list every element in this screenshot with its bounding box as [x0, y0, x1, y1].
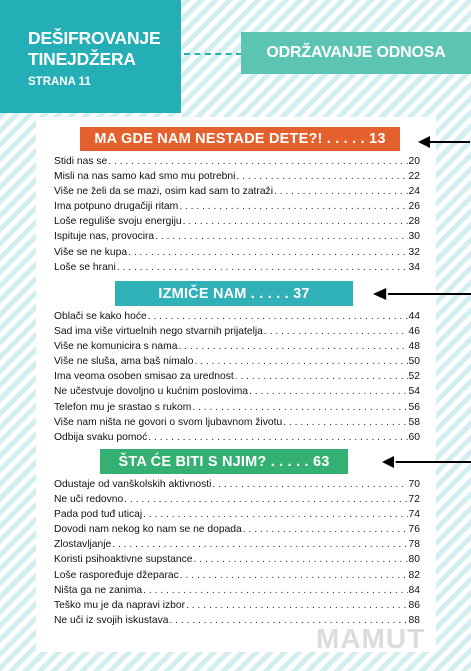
toc-entry: [54, 585, 420, 600]
watermark-logo: MAMUT: [316, 623, 426, 654]
toc-entry: [54, 341, 420, 356]
chapter-heading-3: ŠTA ĆE BITI S NJIM? . . . . . 63: [100, 449, 348, 474]
toc-entry-page: 32: [408, 246, 420, 258]
toc-entry-label: Više ne komunicira s nama: [54, 341, 178, 353]
chapter-list-3: [54, 479, 420, 630]
dot-leader: [180, 570, 408, 581]
dot-leader: [264, 326, 408, 337]
toc-entry-label: Više ne sluša, ama baš nimalo: [54, 356, 194, 368]
toc-entry-page: 28: [408, 216, 420, 228]
arrow-left-icon: [418, 135, 470, 149]
toc-entry: [54, 386, 420, 401]
section-title: ODRŽAVANJE ODNOSA: [241, 32, 471, 74]
toc-entry: [54, 326, 420, 341]
toc-entry-page: 56: [408, 401, 420, 413]
toc-entry-label: Dovodi nam nekog ko nam se ne dopada: [54, 524, 242, 536]
toc-entry-page: 50: [408, 356, 420, 368]
toc-entry-page: 70: [408, 479, 420, 490]
toc-entry-page: 86: [408, 599, 420, 611]
book-title-box: [0, 0, 181, 113]
toc-entry-page: 78: [408, 539, 420, 551]
dot-leader: [155, 231, 407, 242]
dot-leader: [124, 494, 407, 505]
chapter-list-2: [54, 311, 420, 447]
toc-entry-label: Ima potpuno drugačiji ritam: [54, 201, 179, 213]
toc-entry-page: 84: [408, 584, 420, 596]
toc-entry-label: Više se ne kupa: [54, 246, 128, 258]
toc-entry: [54, 479, 420, 494]
toc-entry-page: 30: [408, 231, 420, 243]
toc-entry-page: 48: [408, 341, 420, 353]
toc-entry-page: 54: [408, 386, 420, 398]
toc-entry: [54, 356, 420, 371]
toc-entry-label: Više ne želi da se mazi, osim kad sam to zatraži: [54, 186, 273, 198]
toc-entry-page: 74: [408, 509, 420, 521]
toc-entry: [54, 539, 420, 554]
toc-entry: [54, 600, 420, 615]
toc-entry-page: 24: [408, 186, 420, 198]
dot-leader: [249, 386, 408, 397]
toc-entry-page: 26: [408, 201, 420, 213]
toc-entry-label: Stidi nas se: [54, 156, 108, 167]
toc-entry-label: Sad ima više virtuelnih nego stvarnih prijatelja: [54, 326, 263, 338]
dot-leader: [212, 479, 407, 490]
toc-entry-page: 80: [408, 554, 420, 566]
dashed-connector: [184, 53, 242, 55]
dot-leader: [143, 585, 407, 596]
toc-entry-label: Ne uči redovno: [54, 494, 124, 506]
toc-entry-label: Teško mu je da napravi izbor: [54, 599, 186, 611]
dot-leader: [178, 341, 407, 352]
toc-entry-label: Telefon mu je srastao s rukom: [54, 401, 192, 413]
toc-entry-page: 88: [408, 614, 420, 626]
chapter-list-1: [54, 156, 420, 277]
dot-leader: [183, 216, 408, 227]
toc-entry-page: 44: [408, 311, 420, 322]
dot-leader: [179, 201, 407, 212]
toc-entry-label: Ne uči iz svojih iskustava: [54, 614, 169, 626]
toc-entry-page: 58: [408, 416, 420, 428]
toc-entry: [54, 371, 420, 386]
dot-leader: [108, 156, 407, 167]
dot-leader: [283, 417, 407, 428]
arrow-left-icon: [373, 287, 471, 301]
toc-entry: [54, 262, 420, 277]
toc-entry: [54, 311, 420, 326]
toc-entry: [54, 554, 420, 569]
toc-entry-page: 76: [408, 524, 420, 536]
dot-leader: [148, 432, 407, 443]
dot-leader: [236, 171, 407, 182]
dot-leader: [143, 509, 407, 520]
toc-entry-label: Loše se hrani: [54, 261, 116, 273]
chapter-heading-2: IZMIČE NAM . . . . . 37: [115, 281, 353, 306]
toc-entry-label: Ništa ga ne zanima: [54, 584, 143, 596]
dot-leader: [192, 402, 407, 413]
dot-leader: [148, 311, 408, 322]
toc-entry-label: Loše raspoređuje džeparac: [54, 569, 179, 581]
toc-entry-label: Ne učestvuje dovoljno u kućnim poslovima: [54, 386, 249, 398]
chapter-heading-1: MA GDE NAM NESTADE DETE?! . . . . . 13: [80, 127, 400, 151]
toc-entry-page: 34: [408, 261, 420, 273]
toc-entry: [54, 524, 420, 539]
toc-entry-label: Više nam ništa ne govori o svom ljubavnom životu: [54, 416, 283, 428]
dot-leader: [274, 186, 408, 197]
toc-entry-page: 60: [408, 431, 420, 443]
toc-entry: [54, 171, 420, 186]
dot-leader: [117, 262, 408, 273]
dot-leader: [128, 247, 407, 258]
dot-leader: [235, 371, 408, 382]
toc-entry-label: Ispituje nas, provocira: [54, 231, 155, 243]
toc-entry-label: Oblači se kako hoće: [54, 311, 147, 322]
toc-entry: [54, 247, 420, 262]
toc-entry-page: 72: [408, 494, 420, 506]
toc-entry: [54, 570, 420, 585]
toc-entry-page: 52: [408, 371, 420, 383]
toc-entry: [54, 216, 420, 231]
toc-entry-page: 82: [408, 569, 420, 581]
dot-leader: [243, 524, 408, 535]
toc-entry-label: Ima veoma osoben smisao za urednost: [54, 371, 234, 383]
toc-entry-label: Misli na nas samo kad smo mu potrebni: [54, 171, 236, 183]
toc-entry-page: 22: [408, 171, 420, 183]
toc-entry: [54, 417, 420, 432]
toc-entry-label: Koristi psihoaktivne supstance: [54, 554, 193, 566]
toc-entry: [54, 402, 420, 417]
book-title-line1: DEŠIFROVANJE: [28, 28, 161, 48]
toc-entry-page: 20: [408, 156, 420, 167]
toc-entry-label: Loše reguliše svoju energiju: [54, 216, 182, 228]
toc-entry-page: 46: [408, 326, 420, 338]
toc-entry: [54, 432, 420, 447]
toc-entry-label: Zlostavljanje: [54, 539, 112, 551]
book-title-line2: TINEJDŽERA: [28, 49, 136, 69]
toc-entry-label: Pada pod tuđ uticaj: [54, 509, 143, 521]
dot-leader: [194, 356, 407, 367]
toc-entry: [54, 509, 420, 524]
arrow-left-icon: [382, 455, 471, 469]
toc-entry: [54, 231, 420, 246]
page-label: STRANA 11: [28, 76, 91, 88]
toc-entry: [54, 156, 420, 171]
dot-leader: [112, 539, 407, 550]
toc-entry-label: Odbija svaku pomoć: [54, 431, 148, 443]
dot-leader: [194, 554, 408, 565]
toc-entry: [54, 494, 420, 509]
toc-entry-label: Odustaje od vanškolskih aktivnosti: [54, 479, 212, 490]
toc-entry: [54, 186, 420, 201]
toc-entry: [54, 201, 420, 216]
dot-leader: [186, 600, 407, 611]
